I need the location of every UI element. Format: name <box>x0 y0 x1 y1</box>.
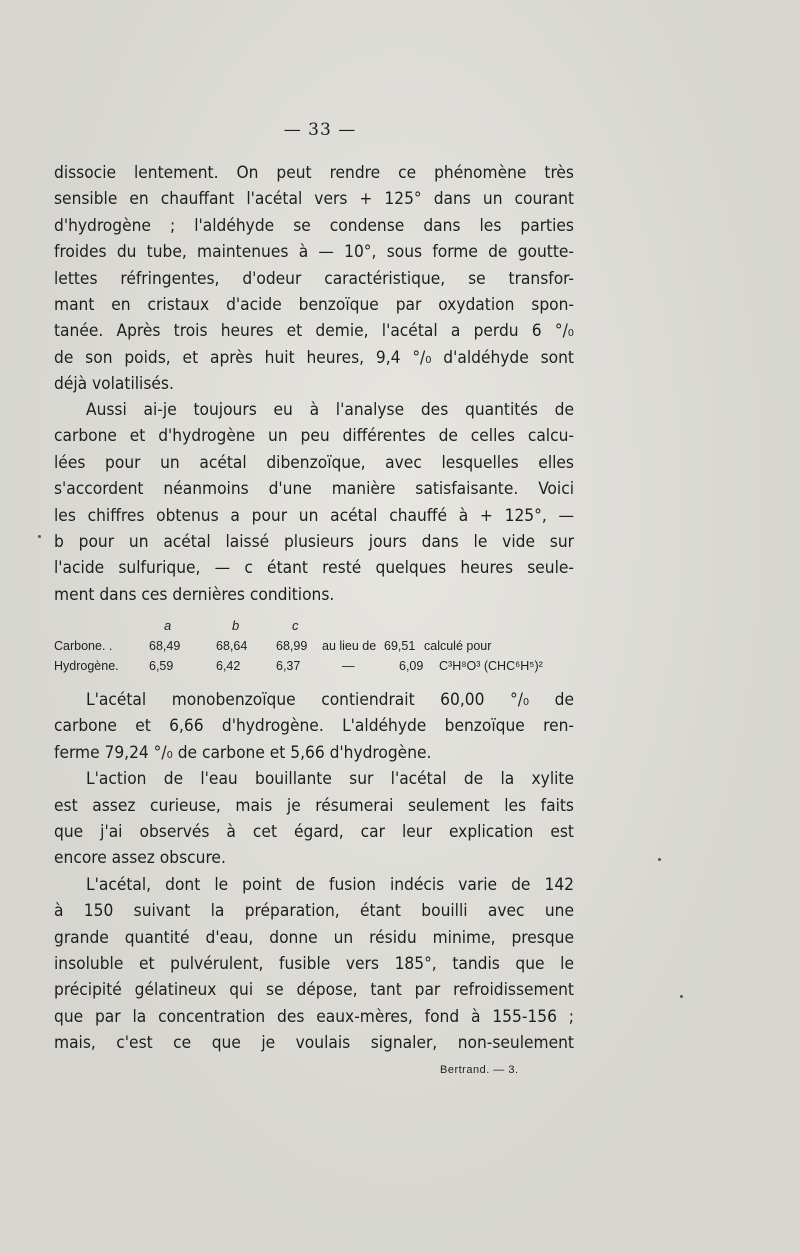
cell-c: 68,99 <box>276 639 308 653</box>
text-line: que par la concentration des eaux-mères, fond à 155-156 ; <box>54 1006 574 1027</box>
text-line: L'action de l'eau bouillante sur l'acétal de la xylite <box>86 769 574 790</box>
text-line: lées pour un acétal dibenzoïque, avec lesquelles elles <box>54 452 574 473</box>
paper-speck <box>658 858 661 861</box>
text-line: froides du tube, maintenues à — 10°, sous forme de goutte- <box>54 242 574 263</box>
text-line: est assez curieuse, mais je résumerai seulement les faits <box>54 795 574 816</box>
text-line: l'acide sulfurique, — c étant resté quelques heures seule- <box>54 558 574 579</box>
paragraphs-3-5 <box>54 687 574 1057</box>
text-line: à 150 suivant la préparation, étant bouilli avec une <box>54 901 574 922</box>
paper-speck <box>38 535 41 538</box>
cell-a: 6,59 <box>149 659 174 673</box>
text-line: lettes réfringentes, d'odeur caractéristique, se transfor- <box>54 268 574 289</box>
text-line: carbone et 6,66 d'hydrogène. L'aldéhyde benzoïque ren- <box>54 716 574 737</box>
paper-speck <box>680 995 683 998</box>
row-label: Hydrogène. <box>54 659 119 673</box>
text-line: encore assez obscure. <box>54 848 226 869</box>
table-row <box>54 656 574 676</box>
text-line: de son poids, et après huit heures, 9,4 °/₀ d'aldéhyde sont <box>54 347 574 368</box>
cell-note: — <box>342 659 355 673</box>
signature-mark: Bertrand. — 3. <box>440 1064 519 1076</box>
text-line: dissocie lentement. On peut rendre ce phénomène très <box>54 163 574 183</box>
cell-b: 6,42 <box>216 659 241 673</box>
text-line: L'acétal, dont le point de fusion indécis varie de 142 <box>86 874 574 895</box>
paragraph-1 <box>54 160 574 398</box>
cell-note: au lieu de <box>322 639 377 653</box>
cell-calc: 69,51 <box>384 639 416 653</box>
cell-suffix: calculé pour <box>424 639 492 653</box>
paragraph-2 <box>54 397 574 608</box>
text-line: Aussi ai-je toujours eu à l'analyse des quantités de <box>86 400 574 420</box>
row-label: Carbone. . <box>54 639 113 653</box>
text-line: mais, c'est ce que je voulais signaler, non-seulement <box>54 1033 574 1054</box>
text-line: ferme 79,24 °/₀ de carbone et 5,66 d'hydrogène. <box>54 742 432 763</box>
text-line: insoluble et pulvérulent, fusible vers 185°, tandis que le <box>54 954 574 975</box>
text-line: grande quantité d'eau, donne un résidu minime, presque <box>54 927 574 948</box>
page-number: — 33 — <box>283 120 357 140</box>
text-line: tanée. Après trois heures et demie, l'acétal a perdu 6 °/₀ <box>54 321 574 342</box>
text-line: s'accordent néanmoins d'une manière satisfaisante. Voici <box>54 479 574 500</box>
text-line: L'acétal monobenzoïque contiendrait 60,00 °/₀ de <box>86 690 574 710</box>
cell-calc: 6,09 <box>399 659 424 673</box>
analysis-table <box>54 616 574 676</box>
text-line: précipité gélatineux qui se dépose, tant par refroidissement <box>54 980 574 1001</box>
text-line: les chiffres obtenus a pour un acétal chauffé à + 125°, — <box>54 505 574 526</box>
cell-c: 6,37 <box>276 659 301 673</box>
text-line: d'hydrogène ; l'aldéhyde se condense dans les parties <box>54 215 574 236</box>
cell-a: 68,49 <box>149 639 181 653</box>
text-line: déjà volatilisés. <box>54 374 174 395</box>
text-line: mant en cristaux d'acide benzoïque par oxydation spon- <box>54 295 574 316</box>
text-line: ment dans ces dernières conditions. <box>54 584 335 605</box>
text-line: carbone et d'hydrogène un peu différentes de celles calcu- <box>54 426 574 447</box>
cell-b: 68,64 <box>216 639 248 653</box>
table-header-row <box>54 616 574 636</box>
table-row <box>54 636 574 656</box>
text-line: b pour un acétal laissé plusieurs jours dans le vide sur <box>54 532 574 553</box>
text-line: que j'ai observés à cet égard, car leur explication est <box>54 822 574 843</box>
column-header-a: a <box>164 618 172 633</box>
column-header-c: c <box>292 618 299 633</box>
column-header-b: b <box>232 618 240 633</box>
cell-suffix: C³H⁸O³ (CHC⁶H⁵)² <box>439 659 543 673</box>
text-line: sensible en chauffant l'acétal vers + 125° dans un courant <box>54 189 574 210</box>
